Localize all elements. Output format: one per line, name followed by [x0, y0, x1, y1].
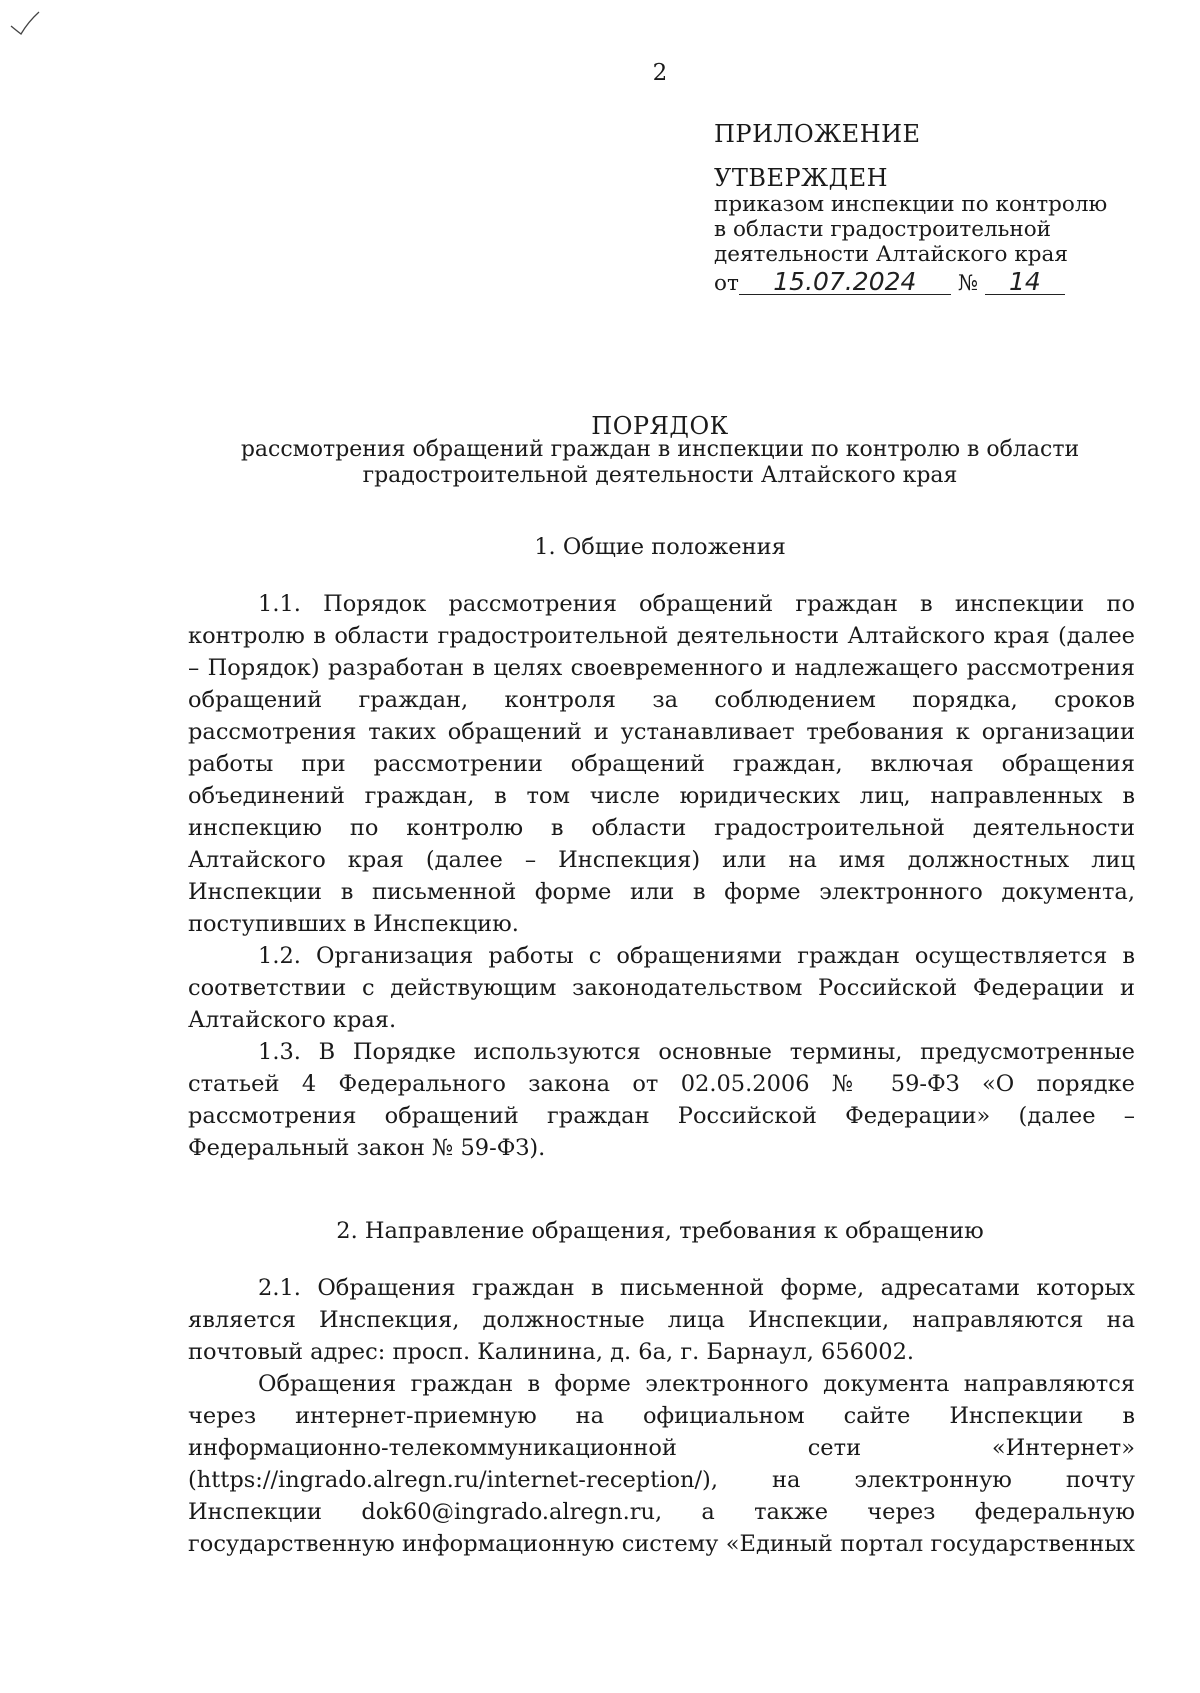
paragraph-2-2: Обращения граждан в форме электронного документа направляются через интернет-приемную на официальном сайте Инспекции в информационно-телекоммуникационной сети «Интернет» (https://ingrado.alregn.ru/internet-reception/), на электронную почту Инспекции dok60@ingrado.alregn.ru, а также через федеральную государственную информационную систему «Единый портал государственных [188, 1371, 1135, 1557]
approval-block [714, 120, 1134, 296]
section-1-body [188, 588, 1135, 1164]
paragraph-1-1: 1.1. Порядок рассмотрения обращений граждан в инспекции по контролю в области градостроительной деятельности Алтайского края (далее – Порядок) разработан в целях своевременного и надлежащего рассмотрения обращений граждан, контроля за соблюдением порядка, сроков рассмотрения таких обращений и устанавливает требования к организации работы при рассмотрении обращений граждан, включая обращения объединений граждан, в том числе юридических лиц, направленных в инспекцию по контролю в области градостроительной деятельности Алтайского края (далее – Инспекция) или на имя должностных лиц Инспекции в письменной форме или в форме электронного документа, поступивших в Инспекцию. [188, 591, 1135, 937]
date-prefix: от [714, 271, 739, 296]
order-line-1: приказом инспекции по контролю [714, 192, 1108, 217]
appendix-label: ПРИЛОЖЕНИЕ [714, 120, 921, 148]
paragraph-2-1: 2.1. Обращения граждан в письменной форме, адресатами которых является Инспекция, должностные лица Инспекции, направляются на почтовый адрес: просп. Калинина, д. 6а, г. Барнаул, 656002. [188, 1275, 1135, 1365]
order-date: 15.07.2024 [739, 269, 951, 295]
order-date-row [714, 269, 1134, 296]
page-number: 2 [652, 60, 668, 86]
section-2-heading: 2. Направление обращения, требования к обращению [336, 1218, 984, 1244]
paragraph-1-2: 1.2. Организация работы с обращениями граждан осуществляется в соответствии с действующим законодательством Российской Федерации и Алтайского края. [188, 943, 1135, 1033]
document-subtitle: рассмотрения обращений граждан в инспекции по контролю в области градостроительной деятельности Алтайского края [240, 437, 1080, 488]
section-2-body [188, 1272, 1135, 1560]
paragraph-1-3: 1.3. В Порядке используются основные термины, предусмотренные статьей 4 Федерального закона от 02.05.2006 № 59-ФЗ «О порядке рассмотрения обращений граждан Российской Федерации» (далее – Федеральный закон № 59-ФЗ). [188, 1039, 1135, 1161]
order-number: 14 [985, 269, 1065, 295]
approved-label: УТВЕРЖДЕН [714, 164, 889, 192]
order-line-2: в области градостроительной [714, 217, 1051, 242]
number-label: № [957, 271, 979, 296]
order-line-3: деятельности Алтайского края [714, 242, 1068, 267]
checkmark-icon [8, 10, 42, 38]
section-1-heading: 1. Общие положения [534, 534, 786, 560]
document-title: ПОРЯДОК [591, 412, 729, 440]
